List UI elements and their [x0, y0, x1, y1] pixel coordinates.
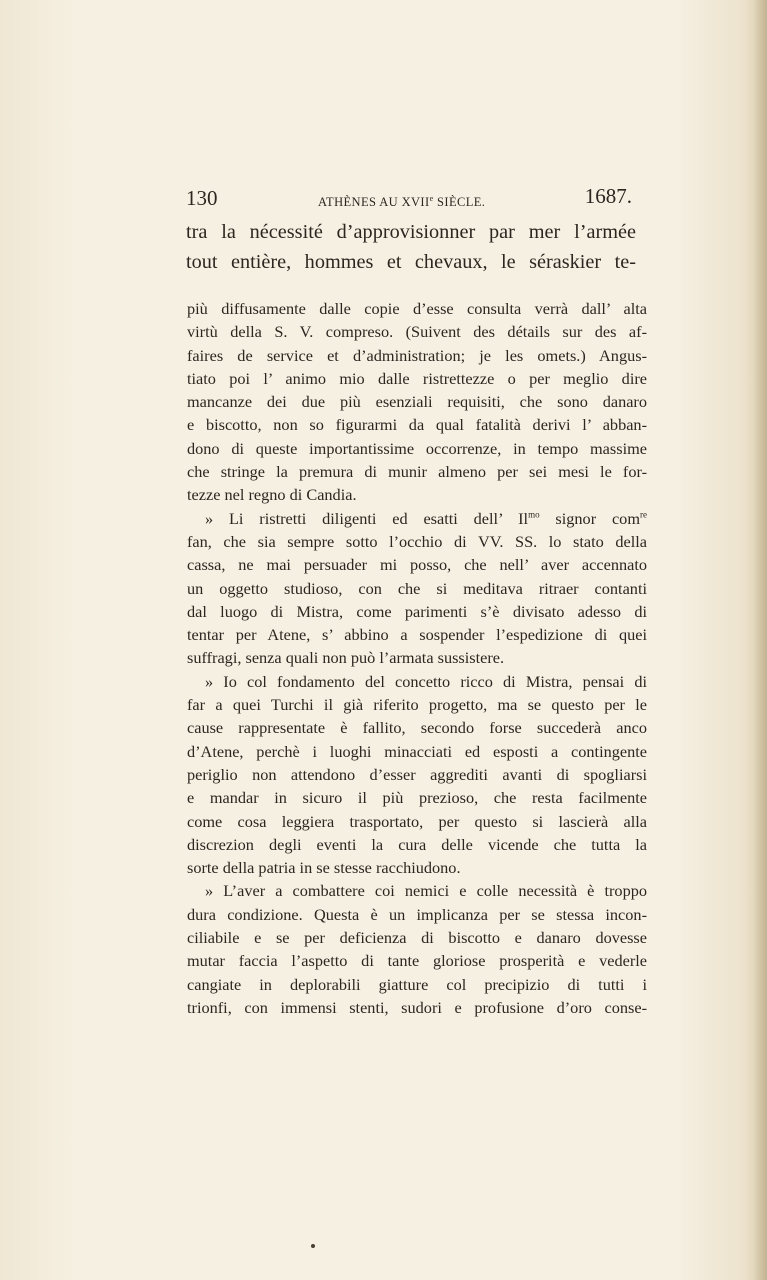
- text-line: » Io col fondamento del concetto ricco di Mistra, pensai di: [205, 671, 647, 691]
- text-line-with-superscripts: [187, 507, 647, 530]
- text-line: e mandar in sicuro il più prezioso, che resta facilmente: [187, 788, 647, 808]
- running-head: [186, 186, 632, 216]
- quoted-letter: [187, 297, 647, 1019]
- intro-text: [186, 217, 636, 277]
- text-line: tentar per Atene, s’ abbino a sospender l’espedizione di quei: [187, 625, 647, 645]
- text-line: cause rappresentate è fallito, secondo forse succederà anco: [187, 718, 647, 738]
- superscript-mo: mo: [528, 509, 540, 520]
- text-line: discrezion degli eventi la cura delle vicende che tutta la: [187, 834, 647, 854]
- intro-line: tout entière, hommes et chevaux, le séraskier te-: [186, 251, 636, 273]
- page-number: 130: [186, 186, 218, 210]
- line-part: » Li ristretti diligenti ed esatti dell’ Il: [205, 508, 529, 528]
- superscript-re: re: [640, 509, 647, 520]
- text-line: trionfi, con immensi stenti, sudori e profusione d’oro conse-: [187, 997, 647, 1017]
- text-line: mancanze dei due più esenziali requisiti, che sono danaro: [187, 392, 647, 412]
- text-line: faires de service et d’administration; je les omets.) Angus-: [187, 345, 647, 365]
- text-line: dono di queste importantissime occorrenze, in tempo massime: [187, 438, 647, 458]
- text-line: fan, che sia sempre sotto l’occhio di VV. SS. lo stato della: [187, 531, 647, 551]
- text-line: tezze nel regno di Candia.: [187, 485, 357, 505]
- ink-speck: [311, 1244, 315, 1248]
- text-line: che stringe la premura di munir almeno per sei mesi le for-: [187, 462, 647, 482]
- text-line: far a quei Turchi il già riferito progetto, ma se questo per le: [187, 695, 647, 715]
- text-line: dal luogo di Mistra, come parimenti s’è divisato adesso di: [187, 601, 647, 621]
- text-line: più diffusamente dalle copie d’esse consulta verrà dall’ alta: [187, 299, 647, 318]
- text-line: » L’aver a combattere coi nemici e colle necessità è troppo: [205, 881, 647, 901]
- text-line: sorte della patria in se stesse racchiudono.: [187, 858, 461, 878]
- running-title: [318, 194, 485, 210]
- running-year: 1687.: [584, 184, 632, 208]
- text-line: e biscotto, non so figurarmi da qual fatalità derivi l’ abban-: [187, 415, 647, 435]
- text-line: dura condizione. Questa è un implicanza per se stessa incon-: [187, 904, 647, 924]
- page-edge-shadow: [753, 0, 767, 1280]
- text-line: mutar faccia l’aspetto di tante gloriose prosperità e vederle: [187, 951, 647, 971]
- running-title-suffix: SIÈCLE.: [433, 195, 486, 210]
- text-line: d’Atene, perchè i luoghi minacciati ed esposti a contingente: [187, 741, 647, 761]
- running-title-prefix: ATHÈNES AU XVII: [318, 195, 430, 210]
- text-line: come cosa leggiera trasportato, per questo si lascierà alla: [187, 811, 647, 831]
- line-part: signor com: [539, 508, 640, 528]
- text-line: cassa, ne mai persuader mi posso, che nell’ aver accennato: [187, 555, 647, 575]
- text-line: periglio non attendono d’esser aggrediti avanti di spogliarsi: [187, 764, 647, 784]
- text-line: un oggetto studioso, con che si meditava ritraer contanti: [187, 578, 647, 598]
- text-line: suffragi, senza quali non può l’armata sussistere.: [187, 648, 505, 668]
- running-title-sup: e: [429, 194, 434, 203]
- text-line: ciliabile e se per deficienza di biscotto e danaro dovesse: [187, 928, 647, 948]
- text-line: cangiate in deplorabili giatture col precipizio di tutti i: [187, 974, 647, 994]
- text-line: tiato poi l’ animo mio dalle ristrettezze o per meglio dire: [187, 368, 647, 388]
- text-line: virtù della S. V. compreso. (Suivent des détails sur des af-: [187, 322, 647, 342]
- intro-line: tra la nécessité d’approvisionner par mer l’armée: [186, 221, 636, 243]
